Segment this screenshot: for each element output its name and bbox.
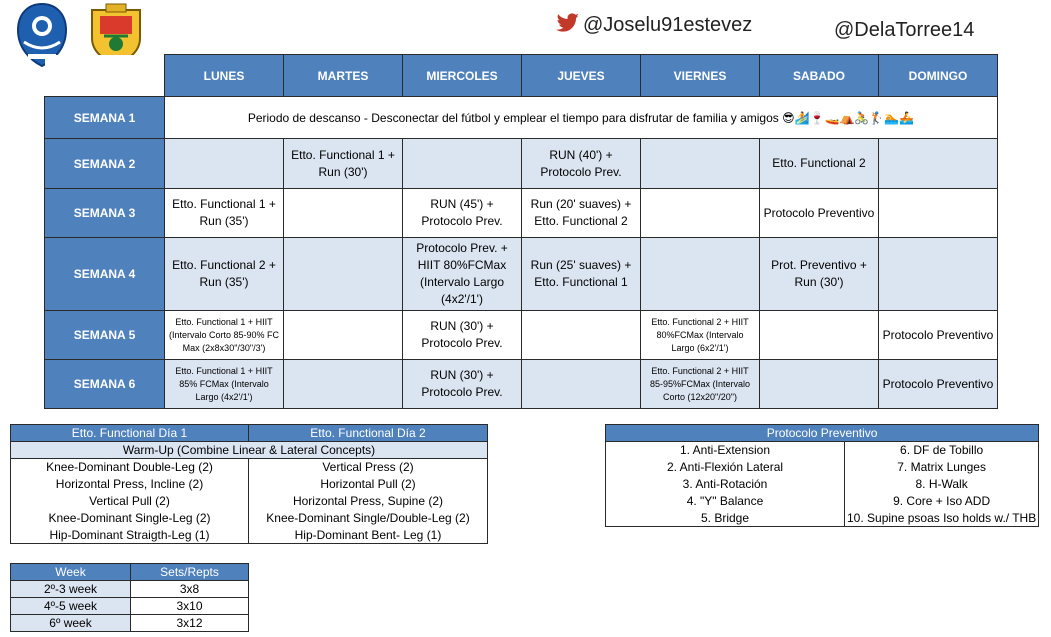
week-range: 6º week bbox=[11, 615, 131, 632]
schedule-cell: Etto. Functional 2 + HIIT 80%FCMax (Intervalo Largo (6x2'/1') bbox=[641, 311, 760, 360]
protocolo-title: Protocolo Preventivo bbox=[606, 425, 1039, 442]
schedule-cell bbox=[284, 360, 403, 409]
schedule-cell bbox=[760, 311, 879, 360]
schedule-cell: RUN (40') + Protocolo Prev. bbox=[522, 139, 641, 189]
protocolo-item: 10. Supine psoas Iso holds w./ THB bbox=[845, 510, 1039, 527]
exercise-day1: Horizontal Press, Incline (2) bbox=[11, 476, 249, 493]
schedule-cell bbox=[284, 311, 403, 360]
protocolo-item: 9. Core + Iso ADD bbox=[845, 493, 1039, 510]
functional-day2-title: Etto. Functional Día 2 bbox=[249, 425, 488, 442]
functional-exercises-table bbox=[10, 424, 488, 544]
sets-reps-value: 3x10 bbox=[131, 598, 249, 615]
schedule-cell: Protocolo Prev. + HIIT 80%FCMax (Intervalo Largo (4x2'/1') bbox=[403, 238, 522, 311]
protocolo-item: 6. DF de Tobillo bbox=[845, 442, 1039, 459]
exercise-day1: Hip-Dominant Straigth-Leg (1) bbox=[11, 527, 249, 544]
schedule-cell: Protocolo Preventivo bbox=[879, 311, 998, 360]
schedule-cell bbox=[879, 189, 998, 238]
schedule-cell bbox=[641, 189, 760, 238]
schedule-cell bbox=[641, 238, 760, 311]
schedule-cell bbox=[165, 139, 284, 189]
week-label: SEMANA 4 bbox=[45, 238, 165, 311]
schedule-cell: Etto. Functional 2 bbox=[760, 139, 879, 189]
day-header: JUEVES bbox=[522, 55, 641, 97]
week-column-header: Week bbox=[11, 564, 131, 581]
sets-reps-table bbox=[10, 563, 249, 632]
schedule-cell: RUN (45') + Protocolo Prev. bbox=[403, 189, 522, 238]
schedule-cell: Etto. Functional 2 + Run (35') bbox=[165, 238, 284, 311]
schedule-cell: RUN (30') + Protocolo Prev. bbox=[403, 311, 522, 360]
protocolo-item: 1. Anti-Extension bbox=[606, 442, 845, 459]
week-label: SEMANA 2 bbox=[45, 139, 165, 189]
exercise-day2: Horizontal Press, Supine (2) bbox=[249, 493, 488, 510]
schedule-cell: Etto. Functional 1 + Run (35') bbox=[165, 189, 284, 238]
twitter-handle-2[interactable]: @DelaTorree14 bbox=[834, 19, 975, 41]
week-label: SEMANA 1 bbox=[45, 97, 165, 139]
day-header: MARTES bbox=[284, 55, 403, 97]
protocolo-item: 3. Anti-Rotación bbox=[606, 476, 845, 493]
schedule-cell bbox=[284, 238, 403, 311]
schedule-cell bbox=[284, 189, 403, 238]
schedule-cell bbox=[760, 360, 879, 409]
schedule-cell: Etto. Functional 2 + HIIT 85-95%FCMax (Intervalo Corto (12x20"/20") bbox=[641, 360, 760, 409]
schedule-cell: Run (25' suaves) + Etto. Functional 1 bbox=[522, 238, 641, 311]
week-range: 2º-3 week bbox=[11, 581, 131, 598]
corner-cell bbox=[45, 55, 165, 97]
protocolo-item: 7. Matrix Lunges bbox=[845, 459, 1039, 476]
schedule-cell bbox=[879, 238, 998, 311]
schedule-cell bbox=[879, 139, 998, 189]
sets-reps-value: 3x12 bbox=[131, 615, 249, 632]
week-label: SEMANA 6 bbox=[45, 360, 165, 409]
exercise-day1: Knee-Dominant Single-Leg (2) bbox=[11, 510, 249, 527]
schedule-cell: Etto. Functional 1 + HIIT 85% FCMax (Intervalo Largo (4x2'/1') bbox=[165, 360, 284, 409]
exercise-day2: Knee-Dominant Single/Double-Leg (2) bbox=[249, 510, 488, 527]
exercise-day2: Vertical Press (2) bbox=[249, 459, 488, 476]
schedule-cell: RUN (30') + Protocolo Prev. bbox=[403, 360, 522, 409]
protocolo-item: 8. H-Walk bbox=[845, 476, 1039, 493]
rest-period-cell: Periodo de descanso - Desconectar del fútbol y emplear el tiempo para disfrutar de familia y amigos 😎🏄🍷🚤⛺🚴🏌🏊🚣 bbox=[165, 97, 998, 139]
twitter-bird-icon bbox=[556, 13, 580, 33]
schedule-cell: Etto. Functional 1 + HIIT (Intervalo Corto 85-90% FC Max (2x8x30"/30"/3') bbox=[165, 311, 284, 360]
exercise-day1: Knee-Dominant Double-Leg (2) bbox=[11, 459, 249, 476]
functional-day1-title: Etto. Functional Día 1 bbox=[11, 425, 249, 442]
week-label: SEMANA 5 bbox=[45, 311, 165, 360]
schedule-cell: Etto. Functional 1 + Run (30') bbox=[284, 139, 403, 189]
day-header: DOMINGO bbox=[879, 55, 998, 97]
day-header: VIERNES bbox=[641, 55, 760, 97]
day-header: SABADO bbox=[760, 55, 879, 97]
schedule-cell bbox=[522, 311, 641, 360]
protocolo-item: 5. Bridge bbox=[606, 510, 845, 527]
exercise-day2: Horizontal Pull (2) bbox=[249, 476, 488, 493]
schedule-cell bbox=[641, 139, 760, 189]
day-header: LUNES bbox=[165, 55, 284, 97]
weekly-schedule-table bbox=[44, 54, 998, 409]
sets-column-header: Sets/Repts bbox=[131, 564, 249, 581]
schedule-cell: Protocolo Preventivo bbox=[879, 360, 998, 409]
twitter-handle-1[interactable]: @Joselu91estevez bbox=[583, 14, 753, 36]
protocolo-item: 2. Anti-Flexión Lateral bbox=[606, 459, 845, 476]
schedule-cell: Run (20' suaves) + Etto. Functional 2 bbox=[522, 189, 641, 238]
protocolo-item: 4. "Y" Balance bbox=[606, 493, 845, 510]
warmup-row: Warm-Up (Combine Linear & Lateral Concepts) bbox=[11, 442, 488, 459]
protocolo-preventivo-table bbox=[605, 424, 1039, 527]
week-label: SEMANA 3 bbox=[45, 189, 165, 238]
sets-reps-value: 3x8 bbox=[131, 581, 249, 598]
schedule-cell bbox=[403, 139, 522, 189]
day-header: MIERCOLES bbox=[403, 55, 522, 97]
schedule-cell bbox=[522, 360, 641, 409]
schedule-cell: Prot. Preventivo + Run (30') bbox=[760, 238, 879, 311]
exercise-day1: Vertical Pull (2) bbox=[11, 493, 249, 510]
exercise-day2: Hip-Dominant Bent- Leg (1) bbox=[249, 527, 488, 544]
schedule-cell: Protocolo Preventivo bbox=[760, 189, 879, 238]
week-range: 4º-5 week bbox=[11, 598, 131, 615]
